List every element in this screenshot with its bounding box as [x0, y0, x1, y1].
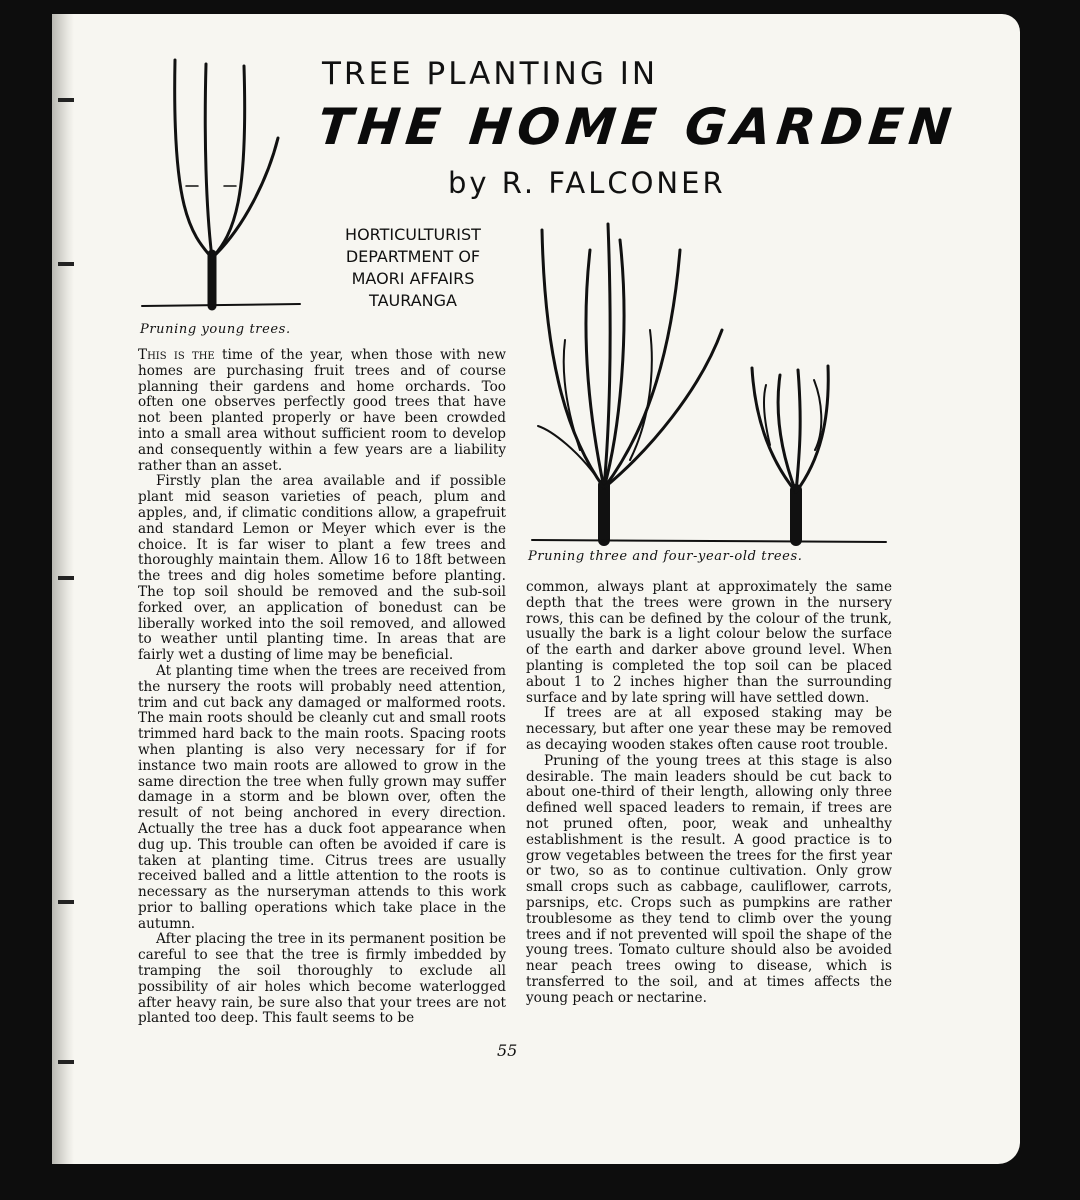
caption-older-trees: Pruning three and four-year-old trees.	[528, 549, 803, 564]
page-number: 55	[497, 1041, 518, 1060]
title-line-2: THE HOME GARDEN	[314, 98, 960, 156]
binding-stitch	[58, 576, 74, 580]
article-column-2	[526, 580, 892, 1007]
title-line-1: TREE PLANTING IN	[322, 56, 659, 92]
binding-stitch	[58, 1060, 74, 1064]
caption-young-trees: Pruning young trees.	[140, 322, 291, 337]
binding-stitch	[58, 262, 74, 266]
lead-in: This is the	[138, 347, 215, 363]
body-paragraph: common, always plant at approximately the same depth that the trees were grown in the nursery rows, this can be defined by the colour of the trunk, usually the bark is a light colour below the surface of the earth and darker above ground level. When planting is completed the top soil can be placed about 1 to 2 inches higher than the surrounding surface and by late spring will have settled down.	[526, 579, 892, 706]
body-paragraph: After placing the tree in its permanent position be careful to see that the tree is firmly imbedded by tramping the soil thoroughly to exclude all possibility of air holes which become waterlogged after heavy rain, be sure also that your trees are not planted too deep. This fault seems to be	[138, 931, 506, 1027]
page-binding	[52, 14, 74, 1164]
affiliation-line: HORTICULTURIST	[345, 225, 481, 244]
affiliation-line: TAURANGA	[369, 291, 457, 310]
body-paragraph: At planting time when the trees are received from the nursery the roots will probably need attention, trim and cut back any damaged or malformed roots. The main roots should be cleanly cut and small roots trimmed hard back to the main roots. Spacing roots when planting is also very necessary for if for instance two main roots are allowed to grow in the same direction the tree when fully grown may suffer damage in a storm and be blown over, often the result of not being anchored in every direction. Actually the tree has a duck foot appearance when dug up. This trouble can often be avoided if care is taken at planting time. Citrus trees are usually received balled and a little attention to the roots is necessary as the nurseryman attends to this work prior to balling operations which take place in the autumn.	[138, 662, 506, 932]
author-affiliation	[328, 224, 498, 312]
paragraph-text: time of the year, when those with new homes are purchasing fruit trees and of course planning their gardens and home orchards. Too often one observes perfectly good trees that have not been planted properly or have been crowded into a small area without sufficient room to develop and consequently within a few years are a liability rather than an asset.	[138, 347, 506, 474]
body-paragraph: Pruning of the young trees at this stage is also desirable. The main leaders should be cut back to about one-third of their length, allowing only three defined well spaced leaders to remain, if trees are not pruned often, poor, weak and unhealthy establishment is the result. A good practice is to grow vegetables between the trees for the first year or two, so as to continue cultivation. Only grow small crops such as cabbage, cauliflower, carrots, parsnips, etc. Crops such as pumpkins are rather troublesome as they tend to climb over the young trees and if not prevented will spoil the shape of the young trees. Tomato culture should also be avoided near peach trees owing to disease, which is transferred to the soil, and at times affects the young peach or nectarine.	[526, 752, 892, 1006]
binding-stitch	[58, 900, 74, 904]
affiliation-line: DEPARTMENT OF	[345, 247, 481, 266]
older-trees-illustration	[530, 220, 890, 550]
body-paragraph: Firstly plan the area available and if possible plant mid season varieties of peach, plum and apples, and, if climatic conditions allow, a grapefruit and standard Lemon or Meyer which ever is the choice. It is far wiser to plant a few trees and thoroughly maintain them. Allow 16 to 18ft between the trees and dig holes sometime before planting. The top soil should be removed and the sub-soil forked over, an application of bonedust can be liberally worked into the soil removed, and allowed to weather until planting time. In areas that are fairly wet a dusting of lime may be beneficial.	[138, 473, 506, 664]
body-paragraph	[138, 348, 506, 474]
young-tree-illustration	[140, 58, 310, 320]
binding-stitch	[58, 98, 74, 102]
byline: by R. FALCONER	[448, 166, 726, 200]
body-paragraph: If trees are at all exposed staking may be necessary, but after one year these may be removed as decaying wooden stakes often cause root trouble.	[526, 705, 892, 753]
affiliation-line: MAORI AFFAIRS	[351, 269, 475, 288]
article-column-1	[138, 348, 506, 1027]
